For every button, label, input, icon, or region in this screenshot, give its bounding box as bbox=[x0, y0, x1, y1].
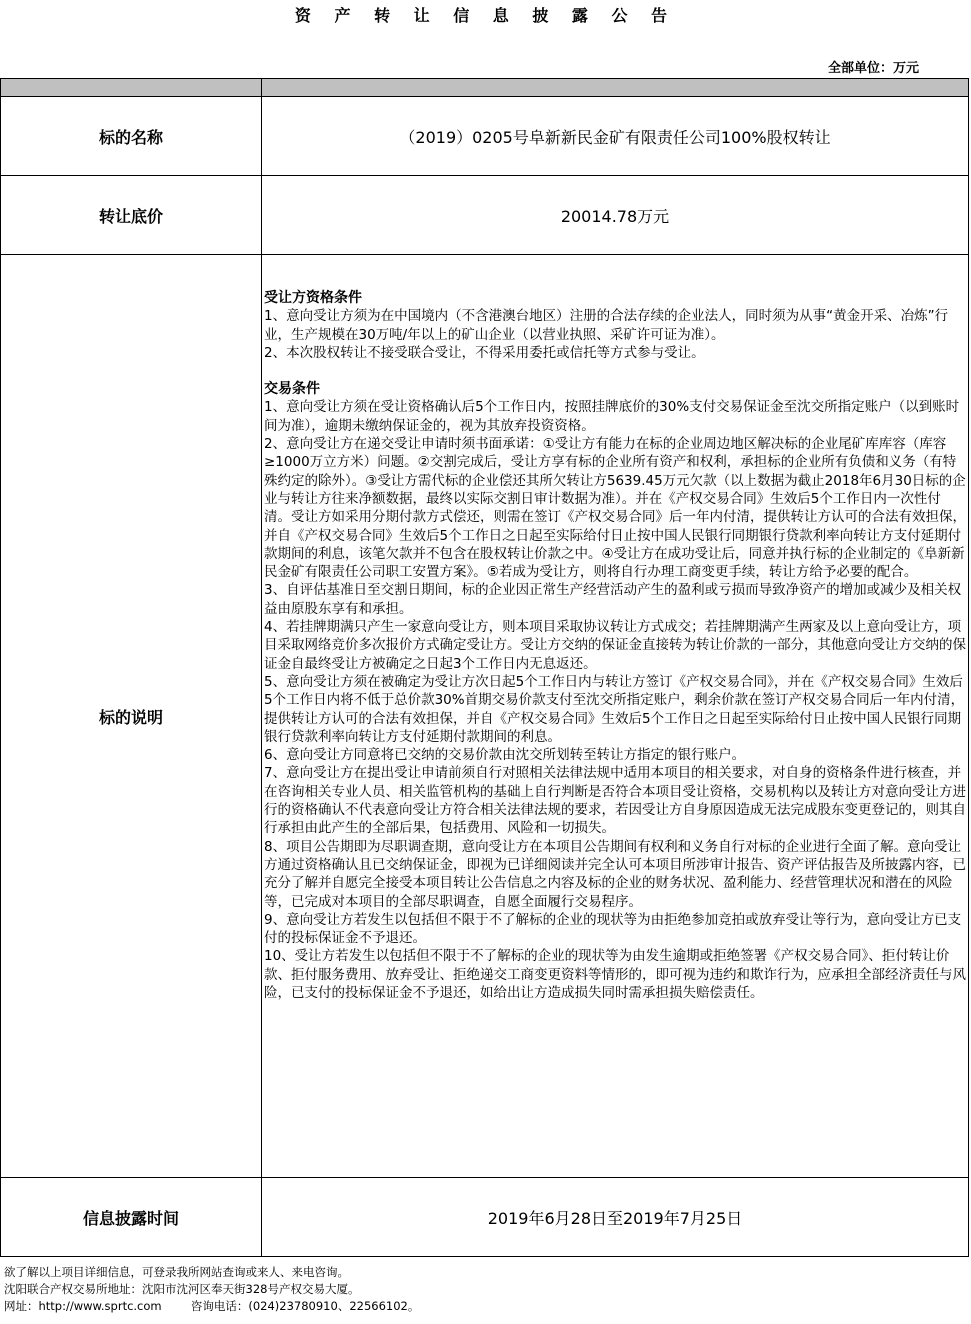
spacer bbox=[264, 362, 967, 380]
column-divider bbox=[261, 79, 262, 1256]
qualification-heading: 受让方资格条件 bbox=[264, 290, 362, 306]
trade-item: 5、意向受让方须在被确定为受让方次日起5个工作日内与转让方签订《产权交易合同》，并在《产权交易合同》生效后5个工作日内将不低于总价款30%首期交易价款支付至沈交所指定账户，剩余价款在签订产权交易合同后一年内付清，提供转让方认可的合法有效担保，并自《产权交易合同》生效后5个工作日之日起至实际给付日止按中国人民银行同期银行贷款利率向转让方支付延期付款期间的利息。 bbox=[264, 673, 965, 745]
name-label: 标的名称 bbox=[98, 127, 163, 147]
disclosure-table bbox=[0, 78, 969, 1257]
footer bbox=[4, 1264, 964, 1315]
trade-item: 8、项目公告期即为尽职调查期，意向受让方在本项目公告期间有权利和义务自行对标的企业进行全面了解。意向受让方通过资格确认且已交纳保证金，即视为已详细阅读并完全认可本项目所涉审计报告、资产评估报告及所披露内容，已充分了解并自愿完全接受本项目转让公告信息之内容及标的企业的财务状况、盈利能力、经营管理状况和潜在的风险等，已完成对本项目的全部尽职调查，自愿全面履行交易程序。 bbox=[264, 838, 966, 910]
page-title: 资 产 转 让 信 息 披 露 公 告 bbox=[294, 6, 677, 25]
price-label: 转让底价 bbox=[98, 206, 163, 226]
footer-address: 沈阳联合产权交易所地址：沈阳市沈河区奉天街328号产权交易大厦。 bbox=[4, 1282, 360, 1296]
price-value: 20014.78万元 bbox=[560, 206, 670, 226]
trade-item: 4、若挂牌期满只产生一家意向受让方，则本项目采取协议转让方式成交；若挂牌期满产生两家及以上意向受让方，项目采取网络竞价多次报价方式确定受让方。受让方交纳的保证金直接转为转让价款的一部分，其他意向受让方交纳的保证金自最终受让方被确定之日起3个工作日内无息返还。 bbox=[264, 619, 966, 672]
name-value: （2019）0205号阜新新民金矿有限责任公司100%股权转让 bbox=[399, 127, 831, 147]
description-label: 标的说明 bbox=[98, 707, 163, 727]
footer-contact: 网址：http://www.sprtc.com 咨询电话：(024)23780910、22566102。 bbox=[4, 1299, 420, 1313]
description-body bbox=[264, 289, 967, 1002]
disclosure-value: 2019年6月28日至2019年7月25日 bbox=[487, 1208, 743, 1228]
trade-item: 2、意向受让方在递交受让申请时须书面承诺：①受让方有能力在标的企业周边地区解决标的企业尾矿库库容（库容≥1000万立方米）问题。②交割完成后，受让方享有标的企业所有资产和权利，承担标的企业所有负债和义务（有特殊约定的除外）。③受让方需代标的企业偿还其所欠转让方5639.45万元欠款（以上数据为截止2018年6月30日标的企业与转让方往来净额数据，最终以实际交割日审计数据为准）。并在《产权交易合同》生效后5个工作日内一次性付清。受让方如采用分期付款方式偿还，则需在签订《产权交易合同》后一年内付清，提供转让方认可的合法有效担保，并自《产权交易合同》生效后5个工作日之日起至实际给付日止按中国人民银行同期银行贷款利率向转让方支付延期付款期间的利息，该笔欠款并不包含在股权转让价款之中。④受让方在成功受让后，同意并执行标的企业制定的《阜新新民金矿有限责任公司职工安置方案》。⑤若成为受让方，则将自行办理工商变更手续，转让方给予必要的配合。 bbox=[264, 436, 966, 581]
trade-heading: 交易条件 bbox=[264, 381, 320, 398]
trade-item: 6、意向受让方同意将已交纳的交易价款由沈交所划转至转让方指定的银行账户。 bbox=[264, 747, 746, 764]
trade-item: 1、意向受让方须在受让资格确认后5个工作日内，按照挂牌底价的30%支付交易保证金至沈交所指定账户（以到账时间为准），逾期未缴纳保证金的，视为其放弃投资资格。 bbox=[264, 399, 960, 434]
trade-item: 3、自评估基准日至交割日期间，标的企业因正常生产经营活动产生的盈利或亏损而导致净资产的增加或减少及相关权益由原股东享有和承担。 bbox=[264, 582, 962, 617]
disclosure-label: 信息披露时间 bbox=[82, 1208, 179, 1228]
footer-line: 欲了解以上项目详细信息，可登录我所网站查询或来人、来电咨询。 bbox=[4, 1265, 349, 1279]
trade-item: 7、意向受让方在提出受让申请前须自行对照相关法律法规中适用本项目的相关要求，对自身的资格条件进行核查，并在咨询相关专业人员、相关监管机构的基础上自行判断是否符合本项目受让资格，交易机构以及转让方对意向受让方进行的资格确认不代表意向受让方符合相关法律法规的要求，若因受让方自身原因造成无法完成股东变更登记的，则其自行承担由此产生的全部后果，包括费用、风险和一切损失。 bbox=[264, 765, 966, 837]
trade-item: 10、受让方若发生以包括但不限于不了解标的企业的现状等为由发生逾期或拒绝签署《产权交易合同》、拒付转让价款、拒付服务费用、放弃受让、拒绝递交工商变更资料等情形的，即可视为违约和欺诈行为，应承担全部经济责任与风险，已支付的投标保证金不予退还，如给出让方造成损失同时需承担损失赔偿责任。 bbox=[264, 948, 966, 1001]
unit-label: 全部单位：万元 bbox=[827, 61, 919, 76]
table-header-bar bbox=[1, 79, 968, 97]
qualification-item: 2、本次股权转让不接受联合受让，不得采用委托或信托等方式参与受让。 bbox=[264, 344, 705, 361]
qualification-item: 1、意向受让方须为在中国境内（不含港澳台地区）注册的合法存续的企业法人，同时须为从事“黄金开采、冶炼”行业，生产规模在30万吨/年以上的矿山企业（以营业执照、采矿许可证为准）。 bbox=[264, 308, 949, 343]
trade-item: 9、意向受让方若发生以包括但不限于不了解标的企业的现状等为由拒绝参加竞拍或放弃受让等行为，意向受让方已支付的投标保证金不予退还。 bbox=[264, 911, 962, 947]
